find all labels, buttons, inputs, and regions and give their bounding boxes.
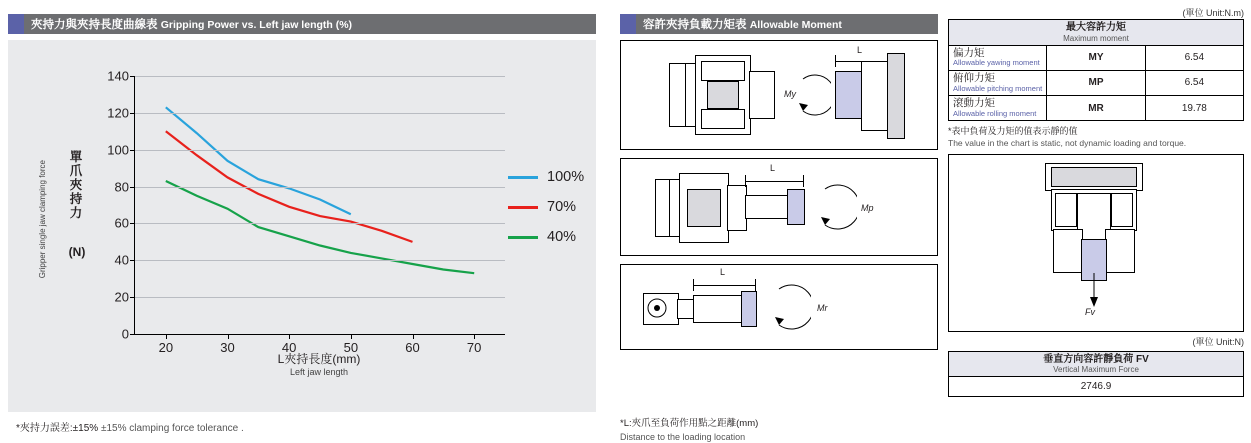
my-arrow-icon [797, 69, 831, 121]
my-l-label: L [857, 45, 863, 55]
x-tick-mark [166, 334, 167, 339]
my-right-hatch [861, 61, 889, 131]
x-tick-label: 50 [343, 340, 359, 355]
left-footnote-zh: *夾持力誤差:±15% [16, 423, 99, 434]
fv-arrow-icon [1085, 273, 1103, 309]
mr-load [741, 291, 757, 327]
my-jaw [749, 71, 775, 119]
x-axis-label [134, 352, 504, 378]
middle-header-zh: 容許夾持負載力矩表 [643, 19, 747, 31]
header-mark-icon [620, 14, 636, 34]
mp-label: Mp [861, 203, 874, 213]
gridline [135, 150, 505, 151]
y-tick-label: 120 [107, 105, 129, 121]
unit-top-label: (單位 Unit:N.m) [1182, 8, 1244, 18]
y-tick-label: 80 [114, 179, 129, 195]
x-tick-mark [474, 334, 475, 339]
moment-diagram-my [620, 40, 938, 150]
y-tick-label: 140 [107, 68, 129, 84]
mp-arrow-icon [817, 181, 857, 235]
row-label-mp [949, 70, 1047, 95]
vertical-force-figure [948, 154, 1244, 332]
x-tick-label: 60 [405, 340, 420, 355]
x-axis-label-en: Left jaw length [289, 367, 349, 377]
my-dim-line [835, 61, 887, 62]
row-value-my: 6.54 [1145, 45, 1243, 70]
gridline [135, 187, 505, 188]
right-footnote-zh: *表中負荷及力矩的值表示靜的值 [948, 126, 1078, 137]
gridline [135, 260, 505, 261]
plot-region [107, 68, 505, 355]
my-right-body [887, 53, 905, 139]
x-tick-label: 20 [158, 340, 174, 355]
fv-title-zh: 垂直方向容許靜負荷 FV [1043, 353, 1149, 365]
row-label-mr [949, 95, 1047, 120]
unit-mid-label: (單位 Unit:N) [1192, 336, 1244, 347]
legend-item [508, 192, 584, 222]
y-tick-label: 100 [107, 142, 129, 158]
mp-dim-line [745, 181, 803, 182]
maximum-moment-table [948, 19, 1244, 121]
y-tick-mark [130, 113, 135, 114]
row-symbol-my: MY [1047, 45, 1145, 70]
fv-title-en: Vertical Maximum Force [1053, 365, 1139, 375]
legend-swatch [508, 206, 538, 209]
mp-arm [745, 195, 789, 219]
table-row [949, 95, 1244, 120]
x-tick-mark [228, 334, 229, 339]
legend-label: 40% [547, 229, 577, 245]
fv-title [949, 351, 1244, 377]
legend-item [508, 162, 584, 192]
series-line-100pct [166, 107, 351, 214]
y-tick-label: 0 [121, 326, 129, 342]
gridline [135, 113, 505, 114]
row-value-mr: 19.78 [1145, 95, 1243, 120]
y-axis-label-zh: 單 爪 夾 持 力 [69, 150, 83, 220]
y-tick-mark [130, 76, 135, 77]
row-label-my-zh: 偏力矩 [953, 46, 985, 59]
y-tick-label: 40 [114, 252, 129, 268]
legend-label: 70% [547, 199, 577, 215]
y-tick-mark [130, 297, 135, 298]
mp-jaw [727, 185, 747, 231]
mr-dim-line [693, 285, 755, 286]
table-title-row [949, 20, 1244, 46]
mr-l-label: L [720, 267, 726, 277]
x-axis-label-zh: L夾持長度(mm) [277, 352, 361, 366]
y-tick-mark [130, 187, 135, 188]
middle-footnote [620, 418, 758, 443]
fv-jaw-left [1053, 229, 1083, 273]
maximum-moment-title [949, 20, 1244, 46]
fv-label: Fv [1085, 306, 1095, 317]
fv-hatch-right [1111, 193, 1133, 227]
mr-arm [693, 295, 743, 323]
legend [508, 162, 584, 252]
moment-diagram-mr [620, 264, 938, 350]
my-dim-tick-left [835, 55, 836, 67]
middle-header-text [636, 16, 842, 32]
fv-hatch-left [1055, 193, 1077, 227]
middle-section-header [620, 14, 938, 34]
left-header-zh: 夾持力與夾持長度曲線表 [31, 19, 158, 31]
y-tick-mark [130, 334, 135, 335]
series-lines [135, 76, 505, 334]
y-axis-unit: (N) [68, 245, 86, 259]
legend-swatch [508, 176, 538, 179]
my-hatch-bottom [701, 109, 745, 129]
left-footnote [16, 419, 244, 434]
fv-value: 2746.9 [949, 377, 1244, 397]
my-dim-tick-right [887, 55, 888, 67]
my-label: My [784, 89, 796, 99]
my-piston [707, 81, 739, 109]
right-footnote-en: The value in the chart is static, not dynamic loading and torque. [948, 137, 1187, 148]
gridline [135, 76, 505, 77]
right-footnote [948, 125, 1244, 149]
table-row [949, 351, 1244, 377]
middle-footnote-en: Distance to the loading location [620, 431, 746, 442]
mr-label: Mr [817, 303, 828, 313]
mp-load [787, 189, 805, 225]
gridline [135, 297, 505, 298]
y-tick-label: 60 [114, 215, 129, 231]
left-footnote-en: ±15% clamping force tolerance . [100, 423, 244, 434]
mr-arrow-icon [771, 281, 811, 333]
mr-dim-tick-right [755, 279, 756, 291]
row-value-mp: 6.54 [1145, 70, 1243, 95]
row-symbol-mp: MP [1047, 70, 1145, 95]
row-label-my-en: Allowable yawing moment [953, 58, 1040, 68]
row-label-mr-zh: 滾動力矩 [953, 96, 995, 109]
row-label-mr-en: Allowable rolling moment [953, 108, 1037, 118]
x-tick-mark [413, 334, 414, 339]
gripping-power-chart-panel [8, 14, 596, 434]
table-row [949, 377, 1244, 397]
vertical-force-table [948, 351, 1244, 398]
middle-footnote-zh: *L:夾爪至負荷作用點之距離(mm) [620, 418, 759, 429]
my-right-lav [835, 71, 863, 119]
left-header-en: Gripping Power vs. Left jaw length (%) [160, 19, 353, 31]
x-tick-label: 70 [466, 340, 482, 355]
x-tick-label: 30 [220, 340, 235, 355]
y-tick-mark [130, 260, 135, 261]
mr-dim-tick-left [693, 279, 694, 291]
fv-top-plate [1051, 167, 1137, 187]
y-tick-label: 20 [114, 289, 129, 305]
moment-diagram-mp [620, 158, 938, 256]
x-tick-label: 40 [281, 340, 297, 355]
y-tick-mark [130, 150, 135, 151]
gridline [135, 223, 505, 224]
fv-jaw-right [1105, 229, 1135, 273]
middle-header-en: Allowable Moment [749, 19, 842, 31]
left-header-text [24, 16, 352, 32]
chart-area [8, 40, 596, 412]
row-symbol-mr: MR [1047, 95, 1145, 120]
table-row [949, 45, 1244, 70]
maximum-moment-title-en: Maximum moment [1063, 33, 1129, 43]
x-tick-mark [351, 334, 352, 339]
mp-dim-tick-right [803, 175, 804, 187]
mp-l-label: L [770, 163, 776, 173]
y-tick-mark [130, 223, 135, 224]
allowable-moment-table-panel [948, 6, 1244, 397]
legend-swatch [508, 236, 538, 239]
legend-item [508, 222, 584, 252]
table-row [949, 70, 1244, 95]
row-label-my [949, 45, 1047, 70]
x-tick-mark [289, 334, 290, 339]
legend-label: 100% [547, 169, 585, 185]
row-label-mp-zh: 俯仰力矩 [953, 71, 995, 84]
maximum-moment-title-zh: 最大容許力矩 [1066, 22, 1126, 33]
y-axis-label-en: Gripper single jaw clamping force [38, 160, 47, 279]
my-hatch-top [701, 61, 745, 81]
left-section-header [8, 14, 596, 34]
mp-piston [687, 189, 721, 227]
mp-dim-tick-left [745, 175, 746, 187]
header-mark-icon [8, 14, 24, 34]
allowable-moment-panel [620, 14, 938, 442]
row-label-mp-en: Allowable pitching moment [953, 83, 1043, 93]
mr-circle-icon [647, 298, 667, 318]
